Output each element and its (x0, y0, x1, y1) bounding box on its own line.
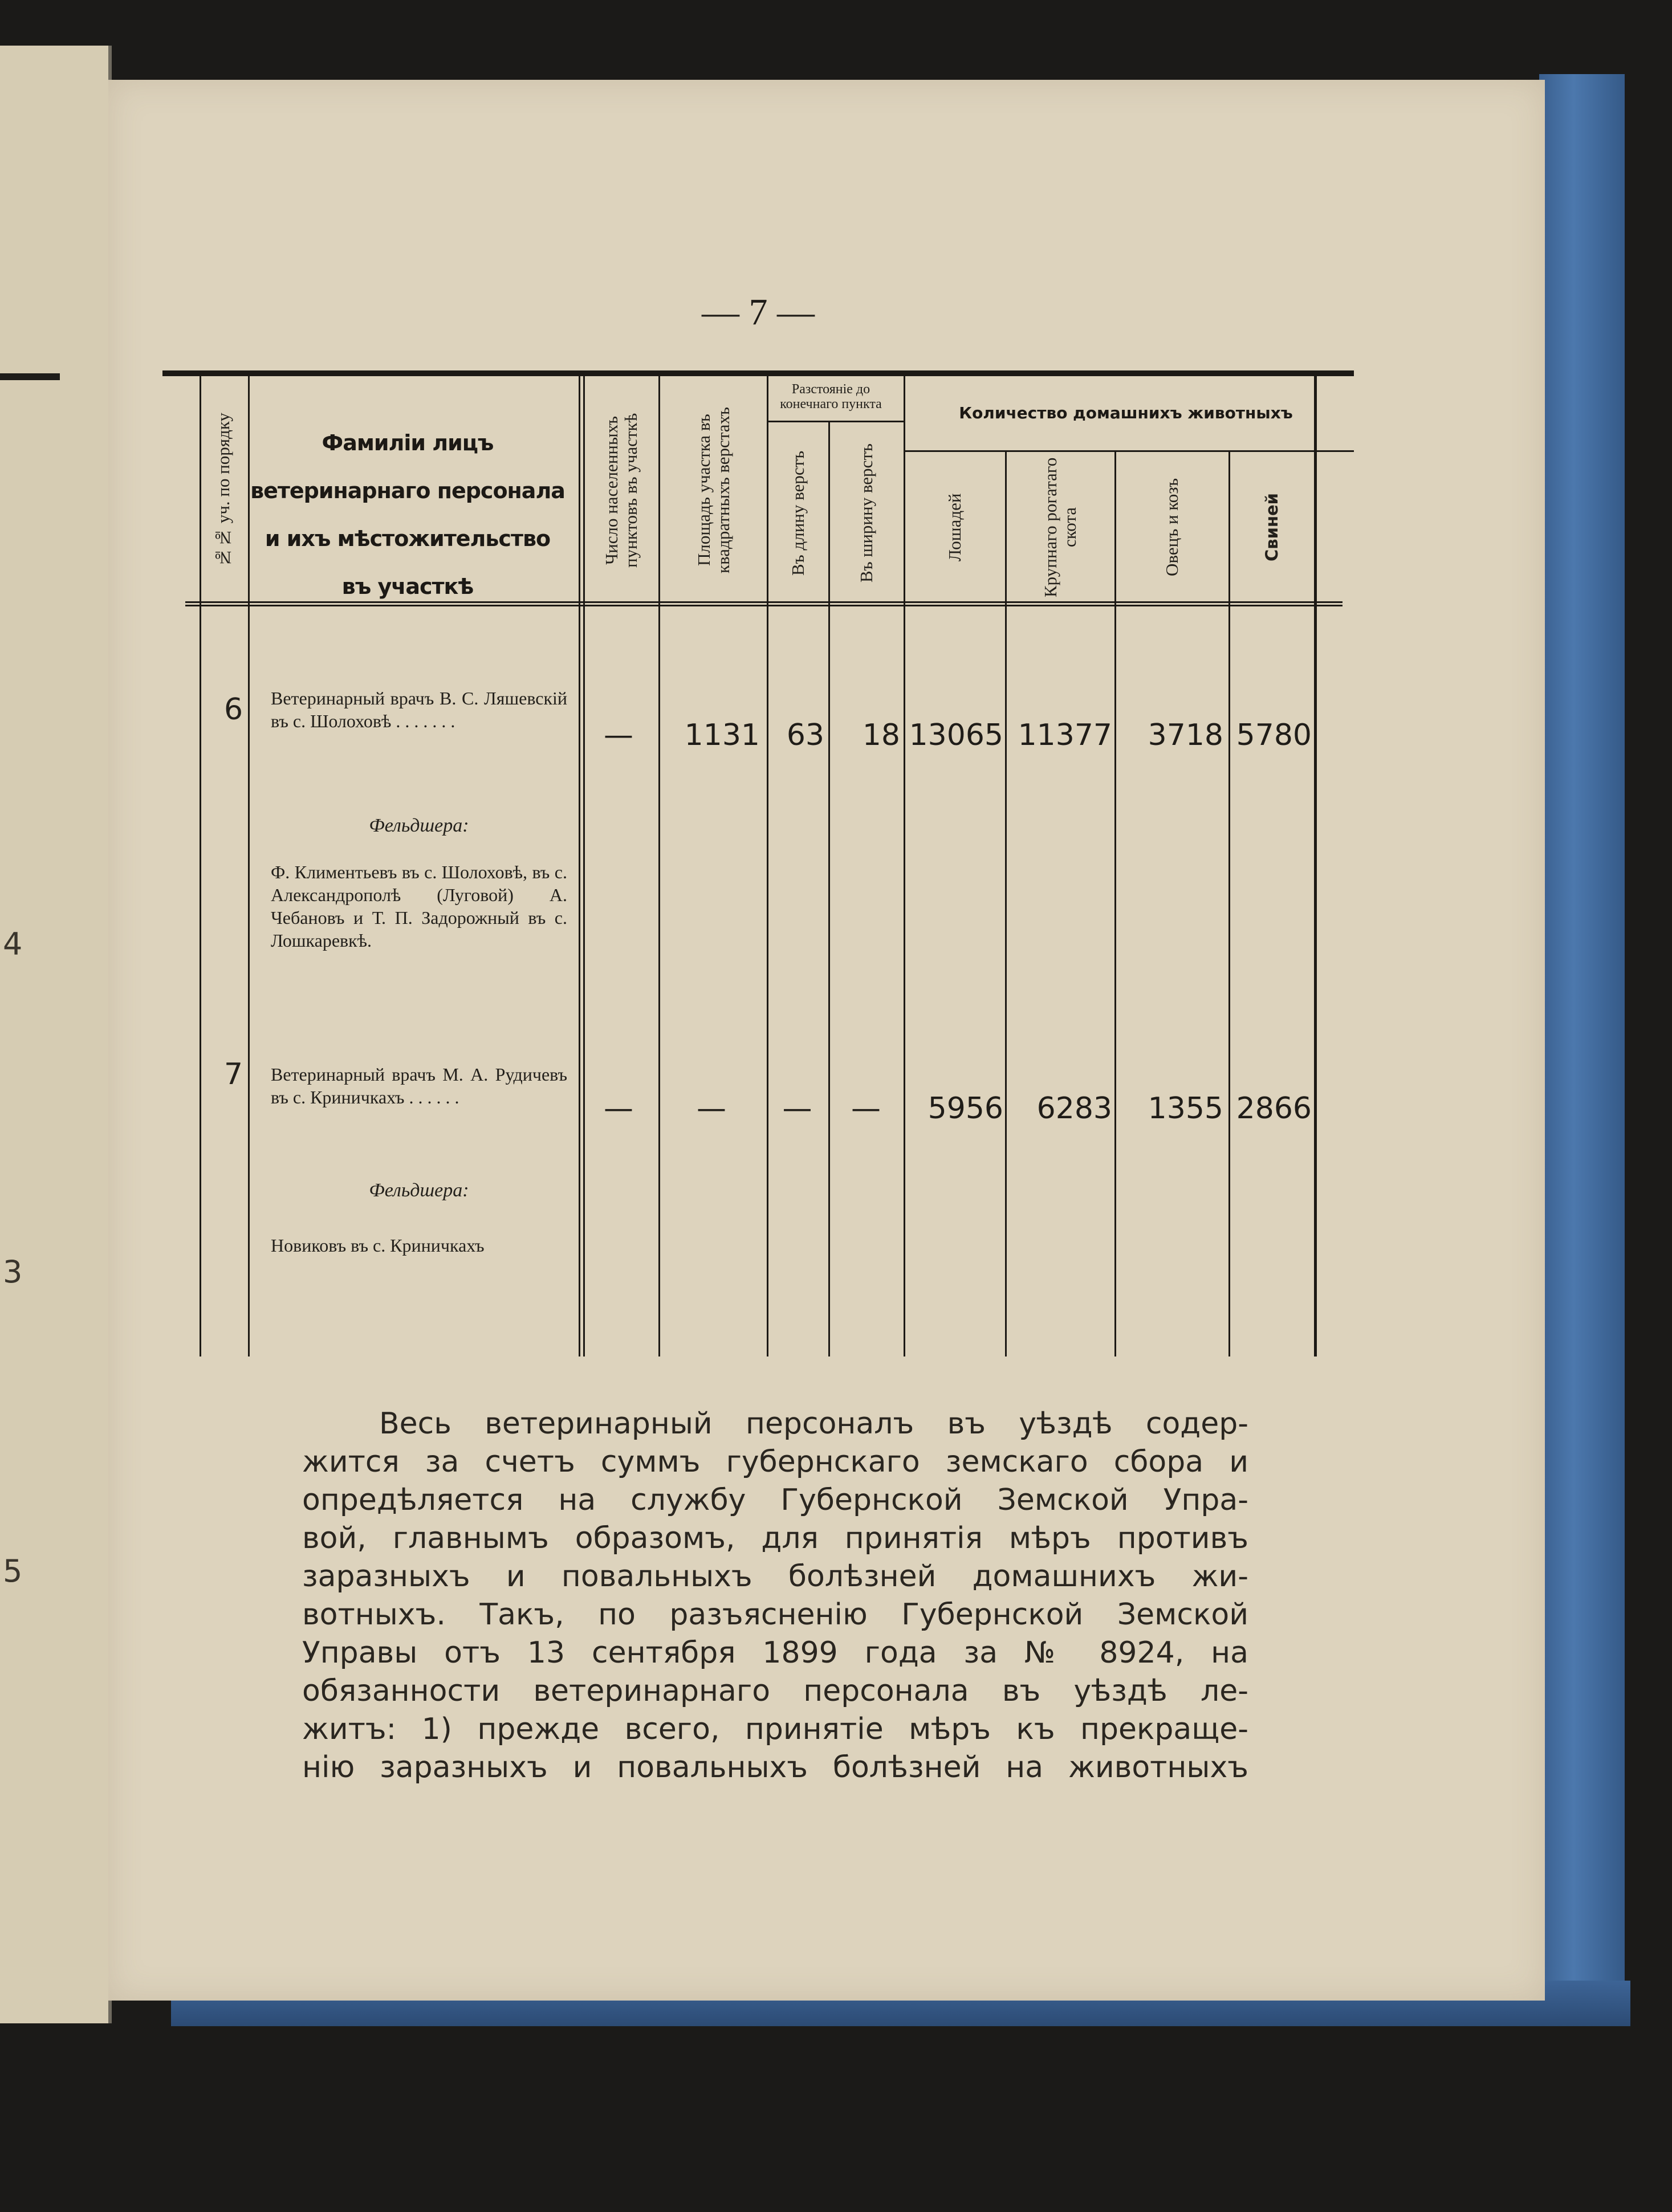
header-row-number: №№ уч. по порядку (213, 413, 233, 568)
header-width: Въ ширину верстъ (856, 443, 876, 582)
header-animals-group: Количество домашнихъ животныхъ (959, 404, 1293, 422)
distance-group-rule (767, 421, 904, 422)
cell-horses: 5956 (927, 1091, 1003, 1126)
cell-area: — (697, 1091, 726, 1126)
column-rule (579, 376, 580, 1356)
column-rule (583, 376, 585, 1356)
feldsher-label: Фельдшера: (369, 1180, 469, 1201)
left-page-rule (0, 373, 60, 380)
cell-sheep-goats: 3718 (1148, 718, 1223, 752)
paragraph-line: обязанности ветеринарнаго персонала въ уѣздѣ ле- (302, 1674, 1248, 1708)
column-rule (904, 376, 905, 1356)
paragraph-line: заразныхъ и повальныхъ болѣзней домашнихъ жи- (302, 1559, 1248, 1594)
feldsher-entry: Ф. Климентьевъ въ с. Шолоховѣ, въ с. Александрополѣ (Луговой) А. Чебановъ и Т. П. Задорожный въ с. Лошкаревкѣ. (271, 862, 567, 951)
left-margin-fragment: 5 (3, 1553, 23, 1589)
column-rule (1005, 451, 1007, 1356)
cell-width: — (851, 1091, 881, 1126)
header-distance-group: Разстоянiе до конечнаго пункта (780, 382, 882, 412)
column-rule (658, 376, 660, 1356)
paragraph-line: жится за счетъ суммъ губернскаго земскаго сбора и (302, 1445, 1248, 1479)
header-cattle: Крупнаго рогатаго скота (1040, 457, 1080, 597)
paragraph-line: житъ: 1) прежде всего, принятiе мѣръ къ прекраще- (302, 1712, 1248, 1746)
cell-settlements: — (604, 718, 633, 752)
cell-cattle: 11377 (1018, 718, 1112, 752)
cell-area: 1131 (684, 718, 760, 752)
cell-horses: 13065 (909, 718, 1003, 752)
row-number: 7 (224, 1057, 243, 1091)
header-pigs: Свиней (1262, 493, 1282, 561)
body-paragraph (302, 1405, 1248, 1787)
cell-width: 18 (862, 718, 900, 752)
table-top-rule (162, 370, 1354, 376)
column-rule (828, 422, 830, 1356)
animals-group-rule (904, 450, 1354, 452)
header-settlements: Число населенныхъ пунктовъ въ участкѣ (601, 413, 641, 568)
page-number: — 7 — (702, 291, 815, 333)
feldsher-label: Фельдшера: (369, 815, 469, 836)
doctor-entry: Ветеринарный врачъ М. А. Рудичевъ въ с. Криничкахъ . . . . . . (271, 1064, 567, 1107)
column-rule (1114, 451, 1116, 1356)
column-rule (1314, 376, 1317, 1356)
feldsher-entry: Новиковъ въ с. Криничкахъ (271, 1235, 485, 1256)
cell-settlements: — (604, 1091, 633, 1126)
header-name-location: Фамилiи лицъ ветеринарнаго персонала и ихъ мѣстожительство въ участкѣ (250, 430, 565, 599)
cell-pigs: 5780 (1236, 718, 1312, 752)
left-margin-fragment: 4 (3, 926, 23, 962)
row-number: 6 (224, 692, 243, 727)
book-spine (1539, 74, 1625, 2012)
column-rule (767, 376, 768, 1356)
paragraph-line: нiю заразныхъ и повальныхъ болѣзней на животныхъ (302, 1750, 1248, 1785)
statistics-table (162, 370, 1354, 1356)
header-length: Въ длину верстъ (788, 450, 808, 576)
left-margin-fragment: 3 (3, 1254, 23, 1290)
cell-length: 63 (786, 718, 824, 752)
paragraph-line: Весь ветеринарный персоналъ въ уѣздѣ содер- (379, 1407, 1248, 1441)
cell-pigs: 2866 (1236, 1091, 1312, 1126)
paragraph-line: вой, главнымъ образомъ, для принятiя мѣръ противъ (302, 1521, 1248, 1555)
left-page-edge (0, 46, 112, 2023)
header-horses: Лошадей (945, 493, 965, 561)
paragraph-line: вотныхъ. Такъ, по разъясненiю Губернской Земской (302, 1598, 1248, 1632)
cell-length: — (782, 1091, 812, 1126)
paragraph-line: Управы отъ 13 сентября 1899 года за № 8924, на (302, 1636, 1248, 1670)
cell-sheep-goats: 1355 (1148, 1091, 1223, 1126)
cell-cattle: 6283 (1036, 1091, 1112, 1126)
paragraph-line: опредѣляется на службу Губернской Земской Упра- (302, 1483, 1248, 1517)
column-rule (200, 376, 201, 1356)
header-sheep-goats: Овецъ и козъ (1162, 478, 1182, 577)
header-area: Площадь участка въ квадратныхъ верстахъ (694, 407, 733, 573)
column-rule (1228, 451, 1230, 1356)
doctor-entry: Ветеринарный врачъ В. С. Ляшевскiй въ с. Шолоховѣ . . . . . . . (271, 688, 567, 731)
